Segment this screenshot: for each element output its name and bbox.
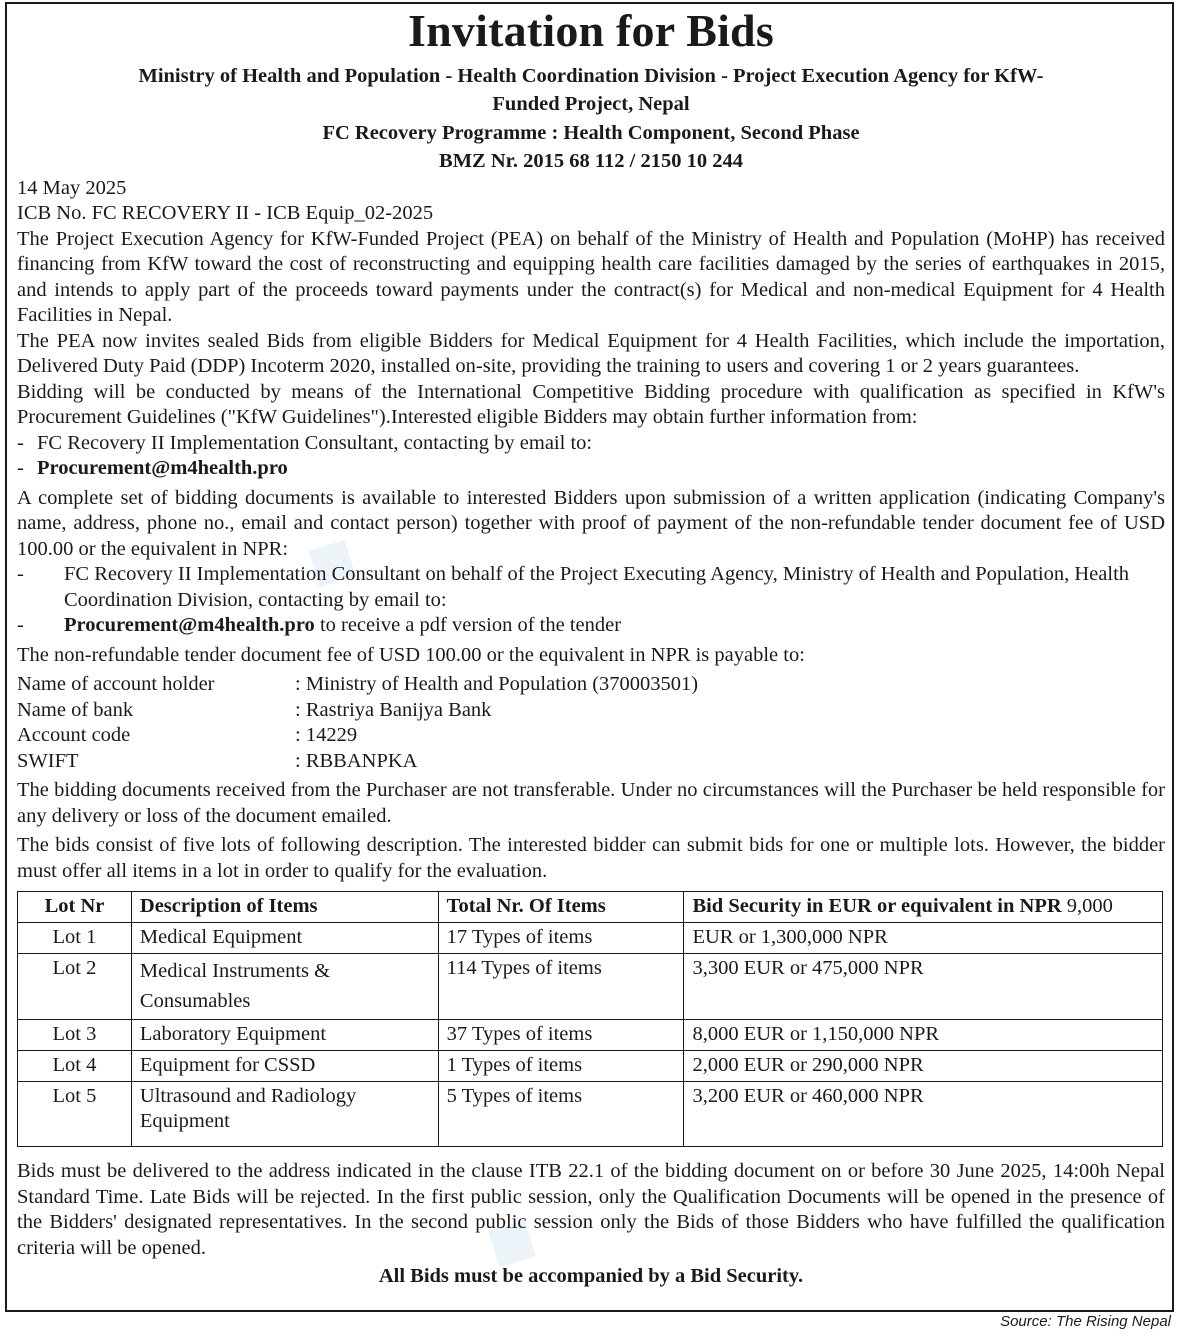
agency-line-1: Ministry of Health and Population - Health Coordination Division - Project Execution Agency for KfW-	[138, 65, 1044, 87]
lot-cell: Lot 2	[18, 954, 132, 1020]
bank-label: Account code	[17, 724, 131, 747]
source-credit: Source: The Rising Nepal	[1000, 1313, 1171, 1330]
security-cell: 3,200 EUR or 460,000 NPR	[684, 1082, 1163, 1147]
paragraph-procedure: Bidding will be conducted by means of the International Competitive Bidding procedure with qualification as specified in KfW's Procurement Guidelines ("KfW Guidelines").Interested eligible Bidders may obtain further information from:	[17, 380, 1165, 429]
paragraph-lots: The bids consist of five lots of following description. The interested bidder can submit bids for one or multiple lots. However, the bidder must offer all items in a lot in order to qualify for the evaluation.	[17, 834, 1165, 882]
column-header-security	[684, 892, 1163, 923]
bullet-dash: -	[17, 457, 24, 480]
email-link[interactable]: Procurement@m4health.pro	[64, 614, 315, 637]
bullet-text: FC Recovery II Implementation Consultant, contacting by email to:	[37, 431, 593, 454]
watermark-graphic: ◆	[279, 518, 374, 604]
agency-line-2: Funded Project, Nepal	[492, 93, 690, 116]
lot-cell: Lot 3	[18, 1020, 132, 1051]
bullet-dash: -	[17, 563, 24, 586]
bullet-dash: -	[17, 431, 24, 454]
table-row	[18, 1020, 1163, 1051]
bank-label: Name of account holder	[17, 673, 215, 696]
paragraph-documents: A complete set of bidding documents is available to interested Bidders upon submission of a written application (indicating Company's name, address, phone no., email and contact person) together with proof of payment of the non-refundable tender document fee of USD 100.00 or the equivalent in NPR:	[17, 486, 1165, 560]
column-header-lot: Lot Nr	[18, 892, 132, 923]
bullet-text: to receive a pdf version of the tender	[314, 614, 622, 637]
total-cell: 5 Types of items	[438, 1082, 684, 1147]
notice-content	[17, 0, 1165, 1291]
table-header-row	[18, 892, 1163, 923]
column-header-description: Description of Items	[131, 892, 438, 923]
column-header-security-text: Bid Security in EUR or equivalent in NPR	[692, 895, 1062, 918]
description-cell: Equipment for CSSD	[131, 1051, 438, 1082]
total-cell: 37 Types of items	[438, 1020, 684, 1051]
closing-statement: All Bids must be accompanied by a Bid Security.	[378, 1265, 804, 1288]
lot-cell: Lot 1	[18, 923, 132, 954]
table-row	[18, 923, 1163, 954]
lot-cell: Lot 5	[18, 1082, 132, 1147]
description-cell: Medical Instruments & Consumables	[131, 954, 438, 1020]
security-cell: 2,000 EUR or 290,000 NPR	[684, 1051, 1163, 1082]
email-link[interactable]: Procurement@m4health.pro	[37, 457, 288, 480]
description-cell: Laboratory Equipment	[131, 1020, 438, 1051]
watermark-graphic: ◆	[459, 1198, 554, 1284]
paragraph-invitation: The PEA now invites sealed Bids from eligible Bidders for Medical Equipment for 4 Health Facilities, which include the importation, Delivered Duty Paid (DDP) Incoterm 2020, installed on-site, providing the training to users and covering 1 or 2 years guarantees.	[17, 329, 1165, 378]
bmz-line: BMZ Nr. 2015 68 112 / 2150 10 244	[439, 150, 743, 173]
info-bullet-email	[17, 456, 1165, 482]
paragraph-fee: The non-refundable tender document fee of USD 100.00 or the equivalent in NPR is payable to:	[17, 643, 805, 666]
bank-details	[17, 672, 1165, 774]
security-cell: EUR or 1,300,000 NPR	[684, 923, 1163, 954]
paragraph-financing: The Project Execution Agency for KfW-Funded Project (PEA) on behalf of the Ministry of Health and Population (MoHP) has received financing from KfW toward the cost of reconstructing and equipping health care facilities damaged by the series of earthquakes in 2015, and intends to apply part of the proceeds toward payments under the contract(s) for Medical and non-medical Equipment for 4 Health Facilities in Nepal.	[17, 227, 1165, 327]
bullet-dash: -	[17, 614, 24, 637]
bank-value: : 14229	[295, 724, 358, 747]
description-cell: Medical Equipment	[131, 923, 438, 954]
page-title: Invitation for Bids	[408, 5, 774, 56]
bank-label: SWIFT	[17, 749, 79, 772]
table-row	[18, 1051, 1163, 1082]
bank-label: Name of bank	[17, 698, 134, 721]
doc-bullet-email	[17, 613, 1165, 639]
date: 14 May 2025	[17, 176, 127, 199]
paragraph-transfer: The bidding documents received from the Purchaser are not transferable. Under no circumstances will the Purchaser be held responsible for any delivery or loss of the document emailed.	[17, 779, 1165, 827]
table-row	[18, 954, 1163, 1020]
lot-cell: Lot 4	[18, 1051, 132, 1082]
description-cell: Ultrasound and Radiology Equipment	[131, 1082, 438, 1147]
security-cell: 8,000 EUR or 1,150,000 NPR	[684, 1020, 1163, 1051]
bank-value: : RBBANPKA	[295, 749, 418, 772]
security-cell: 3,300 EUR or 475,000 NPR	[684, 954, 1163, 1020]
column-header-security-tail: 9,000	[1061, 895, 1113, 918]
icb-number: ICB No. FC RECOVERY II - ICB Equip_02-2025	[17, 202, 434, 225]
bullet-text: FC Recovery II Implementation Consultant on behalf of the Project Executing Agency, Ministry of Health and Population, Health Coordination Division, contacting by email to:	[64, 563, 1130, 611]
total-cell: 1 Types of items	[438, 1051, 684, 1082]
column-header-total: Total Nr. Of Items	[438, 892, 684, 923]
info-bullet-consultant	[17, 431, 1165, 457]
bank-value: : Rastriya Banijya Bank	[295, 698, 492, 721]
programme-line: FC Recovery Programme : Health Component, Second Phase	[322, 121, 860, 144]
table-row	[18, 1082, 1163, 1147]
doc-bullet-consultant	[17, 562, 1165, 613]
total-cell: 17 Types of items	[438, 923, 684, 954]
bank-value: : Ministry of Health and Population (370003501)	[295, 673, 699, 696]
lots-table	[17, 891, 1163, 1147]
paragraph-deadline: Bids must be delivered to the address indicated in the clause ITB 22.1 of the bidding document on or before 30 June 2025, 14:00h Nepal Standard Time. Late Bids will be rejected. In the first public session, only the Qualification Documents will be opened in the presence of the Bidders' designated representatives. In the second public session only the Bids of those Bidders who have fulfilled the qualification criteria will be opened.	[17, 1160, 1165, 1259]
total-cell: 114 Types of items	[438, 954, 684, 1020]
